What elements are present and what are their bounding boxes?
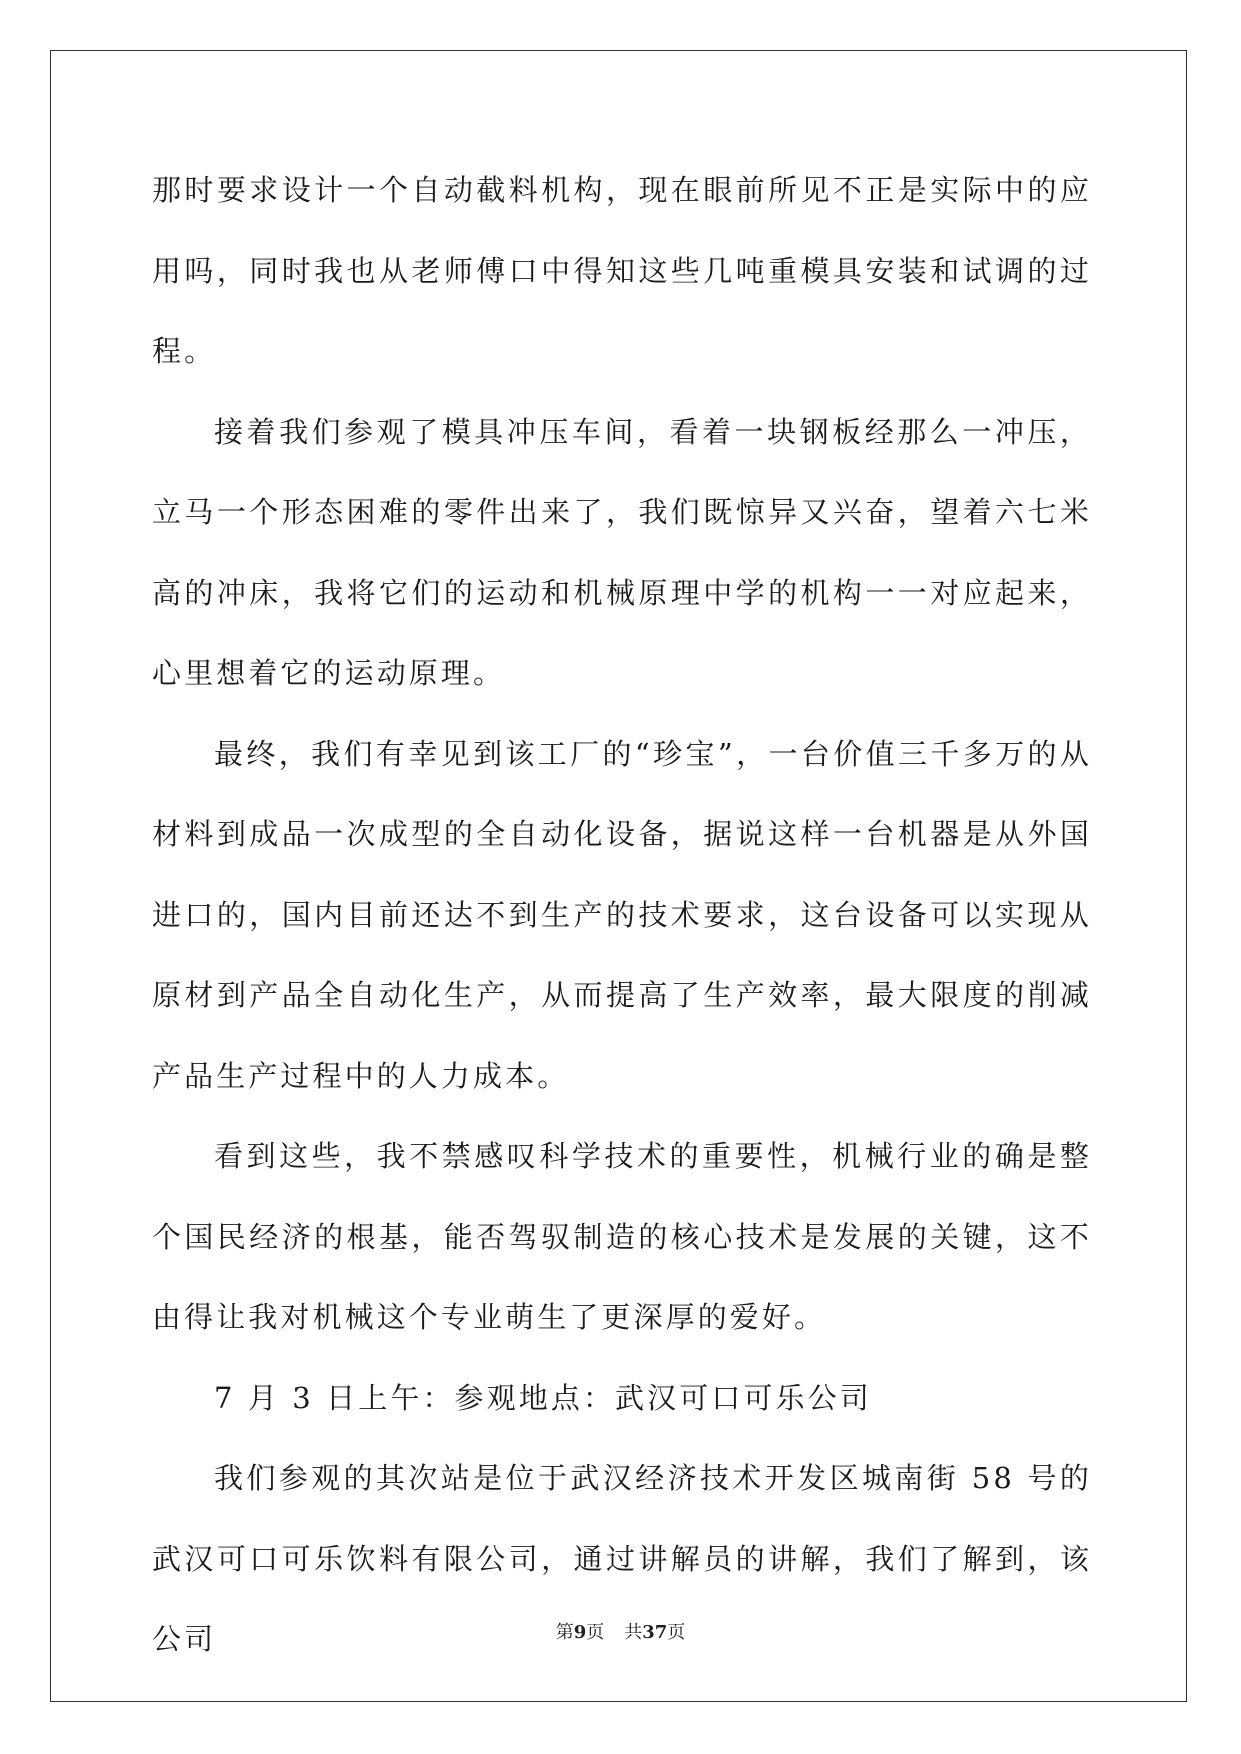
page-footer (0, 1618, 1241, 1644)
paragraph-4: 看到这些，我不禁感叹科学技术的重要性，机械行业的确是整个国民经济的根基，能否驾驭制造的核心技术是发展的关键，这不由得让我对机械这个专业萌生了更深厚的爱好。 (152, 1139, 1092, 1334)
total-prefix: 共 (624, 1622, 643, 1643)
page-number: 9 (573, 1622, 587, 1643)
document-body (152, 150, 1092, 1680)
page-suffix: 页 (586, 1622, 605, 1643)
paragraph-5-visit-heading: 7 月 3 日上午：参观地点：武汉可口可乐公司 (214, 1380, 872, 1415)
total-suffix: 页 (667, 1622, 686, 1643)
page-prefix: 第 (555, 1622, 574, 1643)
paragraph-3: 最终，我们有幸见到该工厂的“珍宝”，一台价值三千多万的从材料到成品一次成型的全自动化设备，据说这样一台机器是从外国进口的，国内目前还达不到生产的技术要求，这台设备可以实现从原材到产品全自动化生产，从而提高了生产效率，最大限度的削减产品生产过程中的人力成本。 (152, 736, 1092, 1093)
total-pages: 37 (642, 1622, 668, 1643)
paragraph-6: 我们参观的其次站是位于武汉经济技术开发区城南街 58 号的武汉可口可乐饮料有限公司，通过讲解员的讲解，我们了解到，该公司 (152, 1461, 1092, 1656)
paragraph-1: 那时要求设计一个自动截料机构，现在眼前所见不正是实际中的应用吗，同时我也从老师傅口中得知这些几吨重模具安装和试调的过程。 (152, 173, 1092, 368)
paragraph-2: 接着我们参观了模具冲压车间，看着一块钢板经那么一冲压，立马一个形态困难的零件出来了，我们既惊异又兴奋，望着六七米高的冲床，我将它们的运动和机械原理中学的机构一一对应起来，心里想着它的运动原理。 (152, 414, 1092, 690)
